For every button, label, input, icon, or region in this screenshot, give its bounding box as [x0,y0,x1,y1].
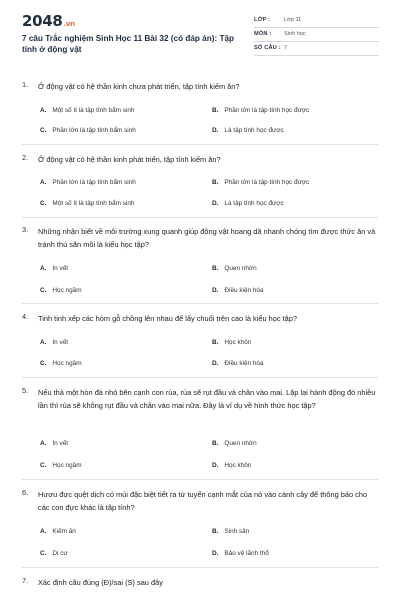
option-text: Phần lớn là tập tính học được [224,179,310,186]
question-number: 4. [22,312,29,321]
option-letter: B. [212,265,219,272]
option-letter: B. [212,440,219,447]
meta-value: 7 [284,45,288,51]
question-text: Hươu đực quệt dịch có mùi đặc biệt tiết ra từ tuyến cạnh mắt của nó vào cành cây để thông báo cho các con đực khác là tập tính? [38,490,368,512]
meta-key: SỐ CÂU : [254,45,281,51]
option-text: Phần lớn là tập tính học được [224,107,310,114]
option-d[interactable] [212,360,264,367]
divider [22,217,378,218]
meta-row-count [254,42,379,56]
option-letter: C. [40,462,47,469]
option-letter: B. [212,339,219,346]
question-number: 7. [22,576,29,585]
meta-row-subject [254,28,379,42]
option-text: Là tập tính học được [224,127,284,134]
option-text: Di cư [52,550,68,557]
option-letter: C. [40,200,47,207]
meta-value: Sinh học [284,31,306,37]
option-text: In vết [52,265,69,272]
option-text: In vết [52,440,69,447]
option-text: Một số ít là tập tính bẩm sinh [52,200,135,207]
divider [22,144,378,145]
option-text: Quen nhờn [224,265,257,272]
option-a[interactable] [40,265,68,272]
question-text: Tinh tinh xếp các hòm gỗ chồng lên nhau để lấy chuối trên cao là kiểu học tập? [38,314,297,323]
option-letter: A. [40,265,47,272]
option-d[interactable] [212,462,251,469]
option-letter: D. [212,360,219,367]
meta-key: LỚP : [254,17,271,23]
option-letter: C. [40,287,47,294]
option-a[interactable] [40,179,136,186]
option-a[interactable] [40,339,68,346]
question-text: Xác định câu đúng (Đ)/sai (S) sau đây [38,578,163,587]
option-c[interactable] [40,462,82,469]
question-text: Ở động vật có hệ thần kinh chưa phát triển, tập tính kiếm ăn? [38,82,240,91]
option-c[interactable] [40,550,68,557]
option-a[interactable] [40,528,76,535]
option-text: Học khôn [224,339,252,346]
option-b[interactable] [212,265,257,272]
question-text: Ở động vật có hệ thần kinh phát triển, tập tính kiếm ăn? [38,155,221,164]
option-letter: A. [40,107,47,114]
question-text: Những nhận biết về môi trường xung quanh giúp động vật hoang dã nhanh chóng tìm được thức ăn và tránh thú săn mồi là kiểu học tập? [38,227,376,249]
option-text: Điều kiện hóa [224,287,264,294]
question-number: 5. [22,386,29,395]
option-b[interactable] [212,339,251,346]
site-logo[interactable] [22,12,75,30]
option-letter: B. [212,179,219,186]
option-a[interactable] [40,440,68,447]
option-letter: C. [40,127,47,134]
option-letter: B. [212,528,219,535]
question-number: 6. [22,488,29,497]
option-letter: D. [212,462,219,469]
option-text: Phần lớn là tập tính bẩm sinh [52,179,136,186]
option-letter: A. [40,440,47,447]
divider [22,377,378,378]
option-b[interactable] [212,440,257,447]
divider [22,303,378,304]
meta-row-class [254,14,379,28]
option-letter: A. [40,339,47,346]
option-letter: D. [212,127,219,134]
option-letter: A. [40,528,47,535]
option-d[interactable] [212,287,264,294]
option-letter: C. [40,360,47,367]
logo-text: 2048 [22,12,63,30]
option-b[interactable] [212,179,309,186]
option-a[interactable] [40,107,134,114]
question-number: 1. [22,80,29,89]
option-letter: A. [40,179,47,186]
option-text: Học ngầm [52,462,82,469]
option-b[interactable] [212,107,309,114]
divider [22,567,378,568]
option-text: Phần lớn là tập tính bẩm sinh [52,127,136,134]
question-number: 2. [22,153,29,162]
meta-key: MÔN : [254,31,272,37]
option-text: Quen nhờn [224,440,257,447]
question-number: 3. [22,225,29,234]
option-b[interactable] [212,528,249,535]
document-title: 7 câu Trắc nghiệm Sinh Học 11 Bài 32 (có đáp án): Tập tính ở động vật [22,34,235,54]
option-text: In vết [52,339,69,346]
question-text: Nếu thả một hòn đá nhỏ bên cạnh con rùa, rùa sẽ rụt đầu và chân vào mai. Lặp lại hành động đó nhiều lần thì rùa sẽ không rụt đầu và chân vào mai nữa. Đây là ví dụ về hình thức học tập? [38,388,376,410]
option-d[interactable] [212,550,269,557]
option-text: Kiếm ăn [52,528,76,535]
divider [22,479,378,480]
option-letter: C. [40,550,47,557]
option-d[interactable] [212,200,284,207]
option-text: Một số ít là tập tính bẩm sinh [52,107,135,114]
option-letter: D. [212,287,219,294]
option-letter: D. [212,200,219,207]
page-header [0,0,400,66]
option-d[interactable] [212,127,284,134]
option-c[interactable] [40,360,82,367]
meta-value: Lớp 11 [284,17,302,23]
option-letter: B. [212,107,219,114]
option-text: Học ngầm [52,360,82,367]
option-letter: D. [212,550,219,557]
option-text: Điều kiện hóa [224,360,264,367]
option-text: Bảo vệ lãnh thổ [224,550,269,557]
option-text: Học khôn [224,462,252,469]
option-c[interactable] [40,127,136,134]
option-text: Sinh sản [224,528,250,535]
option-c[interactable] [40,200,134,207]
option-c[interactable] [40,287,82,294]
option-text: Là tập tính học được [224,200,284,207]
logo-suffix: .vn [63,20,75,28]
option-text: Học ngầm [52,287,82,294]
